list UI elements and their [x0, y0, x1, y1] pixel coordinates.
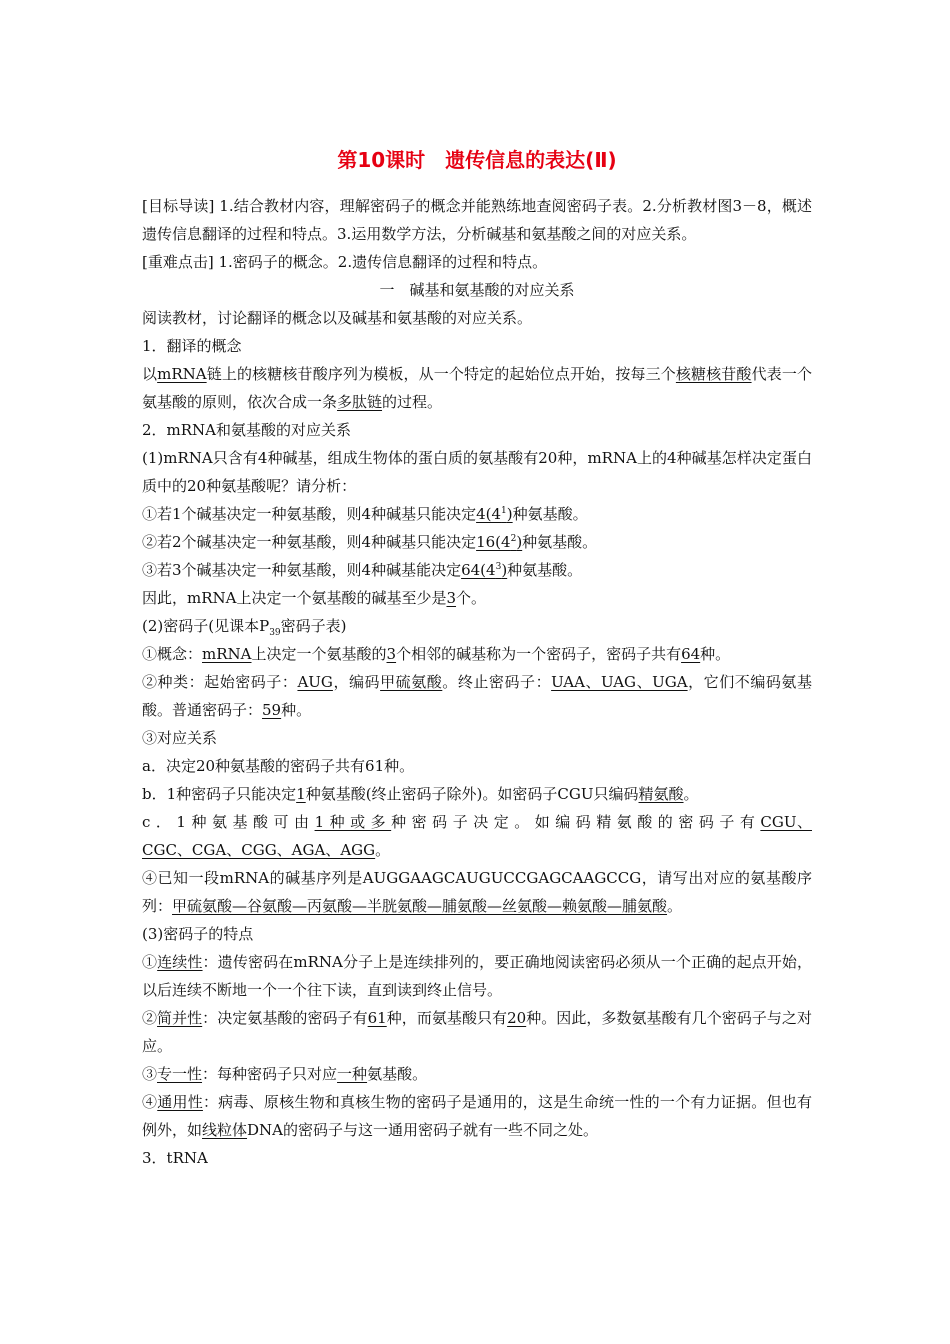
correspondence-subheading: ③对应关系 [142, 729, 218, 747]
answer-blank: mRNA [157, 365, 207, 383]
answer-blank: 甲硫氨酸 [380, 673, 443, 691]
goal-text: 1.结合教材内容，理解密码子的概念并能熟练地查阅密码子表。2.分析教材图3－8，概述遗传信息翻译的过程和特点。3.运用数学方法，分析碱基和氨基酸之间的对应关系。 [142, 197, 812, 243]
translation-definition [142, 360, 812, 416]
text-run: 个。 [456, 589, 487, 607]
features-heading: (3)密码子的特点 [142, 925, 254, 943]
codon-kinds: ②种类：起始密码子：AUG，编码甲硫氨酸。终止密码子：UAA、UAG、UGA，它们不编码氨基酸。普通密码子：59种。 [142, 673, 812, 719]
section-heading: 一 碱基和氨基酸的对应关系 [379, 281, 575, 299]
page-title: 第10课时 遗传信息的表达(Ⅱ) [337, 148, 617, 172]
answer-blank: 专一性 [157, 1065, 203, 1083]
text-run: ①若1个碱基决定一种氨基酸，则4种碱基只能决定 [142, 505, 477, 523]
answer-blank: 1 [296, 785, 306, 803]
answer-blank: mRNA [202, 645, 252, 663]
correspondence-a: a．决定20种氨基酸的密码子共有61种。 [142, 757, 415, 775]
case-one [142, 500, 812, 528]
text-run: ②若2个碱基决定一种氨基酸，则4种碱基只能决定 [142, 533, 477, 551]
answer-blank: UAA、UAG、UGA [551, 673, 688, 691]
translation-heading: 1．翻译的概念 [142, 337, 242, 355]
answer-blank: $16(4^2)$ [476, 533, 523, 551]
key-paragraph [142, 248, 812, 276]
text-run: 链上的核糖核苷酸序列为模板，从一个特定的起始位点开始，按每三个 [206, 365, 676, 383]
answer-blank: 61 [367, 1009, 387, 1027]
correspondence-b: b．1种密码子只能决定1种氨基酸(终止密码子除外)。如密码子CGU只编码精氨酸。 [142, 785, 699, 803]
feature-specificity: ③专一性：每种密码子只对应一种氨基酸。 [142, 1065, 428, 1083]
text-run: 种氨基酸。 [507, 561, 583, 579]
answer-blank: 59 [262, 701, 282, 719]
text-run: 的过程。 [382, 393, 443, 411]
answer-blank: 简并性 [157, 1009, 203, 1027]
feature-universality: ④通用性：病毒、原核生物和真核生物的密码子是通用的，这是生命统一性的一个有力证据。但也有例外，如线粒体DNA的密码子与这一通用密码子就有一些不同之处。 [142, 1093, 812, 1139]
case-two [142, 528, 812, 556]
answer-blank: $64(4^3)$ [461, 561, 508, 579]
text-run: 代表一个氨基酸的原则，依次合成一条 [142, 365, 812, 411]
text-run: ③若3个碱基决定一种氨基酸，则4种碱基能决定 [142, 561, 462, 579]
answer-blank: 连续性 [157, 953, 203, 971]
intro-text: 阅读教材，讨论翻译的概念以及碱基和氨基酸的对应关系。 [142, 309, 533, 327]
codon-heading: (2)密码子(见课本$P_{39}$密码子表) [142, 617, 347, 638]
answer-blank: 64 [681, 645, 701, 663]
feature-continuity: ①连续性：遗传密码在mRNA分子上是连续排列的，要正确地阅读密码必须从一个正确的起点开始，以后连续不断地一个一个往下读，直到读到终止信号。 [142, 953, 812, 999]
answer-blank: AUG [297, 673, 333, 691]
case-three [142, 556, 812, 584]
text-run: 以 [142, 365, 158, 383]
feature-degeneracy: ②简并性：决定氨基酸的密码子有61种，而氨基酸只有20种。因此，多数氨基酸有几个密码子与之对应。 [142, 1009, 812, 1055]
correspondence-question: (1)mRNA只含有4种碱基，组成生物体的蛋白质的氨基酸有20种，mRNA上的4种碱基怎样决定蛋白质中的20种氨基酸呢？请分析： [142, 449, 812, 495]
answer-blank: 一种 [337, 1065, 368, 1083]
answer-blank: 3 [386, 645, 397, 663]
answer-blank: 核糖核苷酸 [675, 365, 752, 383]
answer-blank: CGU、CGC、CGA、CGG、AGA、AGG [142, 813, 812, 859]
correspondence-heading: 2．mRNA和氨基酸的对应关系 [142, 421, 352, 439]
document-page [142, 0, 812, 1172]
answer-blank: 通用性 [157, 1093, 203, 1111]
goal-label: [目标导读] [142, 197, 215, 215]
answer-blank: 1种或多 [314, 813, 392, 831]
answer-blank: 线粒体 [202, 1121, 248, 1139]
correspondence-c: c．1种氨基酸可由1种或多种密码子决定。如编码精氨酸的密码子有CGU、CGC、CGA、CGG、AGA、AGG。 [142, 813, 812, 859]
text-run: 因此，mRNA上决定一个氨基酸的碱基至少是 [142, 589, 447, 607]
text-run: 种氨基酸。 [522, 533, 598, 551]
goal-paragraph [142, 192, 812, 248]
key-text: 1.密码子的概念。2.遗传信息翻译的过程和特点。 [213, 253, 548, 271]
key-label: [重难点击] [142, 253, 214, 271]
text-run: 种氨基酸。 [512, 505, 588, 523]
sequence-exercise: ④已知一段mRNA的碱基序列是AUGGAAGCAUGUCCGAGCAAGCCG，请写出对应的氨基酸序列：甲硫氨酸—谷氨酸—丙氨酸—半胱氨酸—脯氨酸—丝氨酸—赖氨酸—脯氨酸。 [142, 869, 812, 915]
answer-blank: 精氨酸 [638, 785, 684, 803]
answer-blank: 多肽链 [337, 393, 383, 411]
codon-concept: ①概念：mRNA上决定一个氨基酸的3个相邻的碱基称为一个密码子，密码子共有64种。 [142, 645, 731, 663]
conclusion [142, 584, 812, 612]
answer-blank: 20 [507, 1009, 527, 1027]
answer-blank: 甲硫氨酸—谷氨酸—丙氨酸—半胱氨酸—脯氨酸—丝氨酸—赖氨酸—脯氨酸 [172, 897, 668, 915]
answer-blank: $4(4^1)$ [476, 505, 513, 523]
trna-heading: 3．tRNA [142, 1149, 208, 1167]
answer-blank: 3 [446, 589, 457, 607]
